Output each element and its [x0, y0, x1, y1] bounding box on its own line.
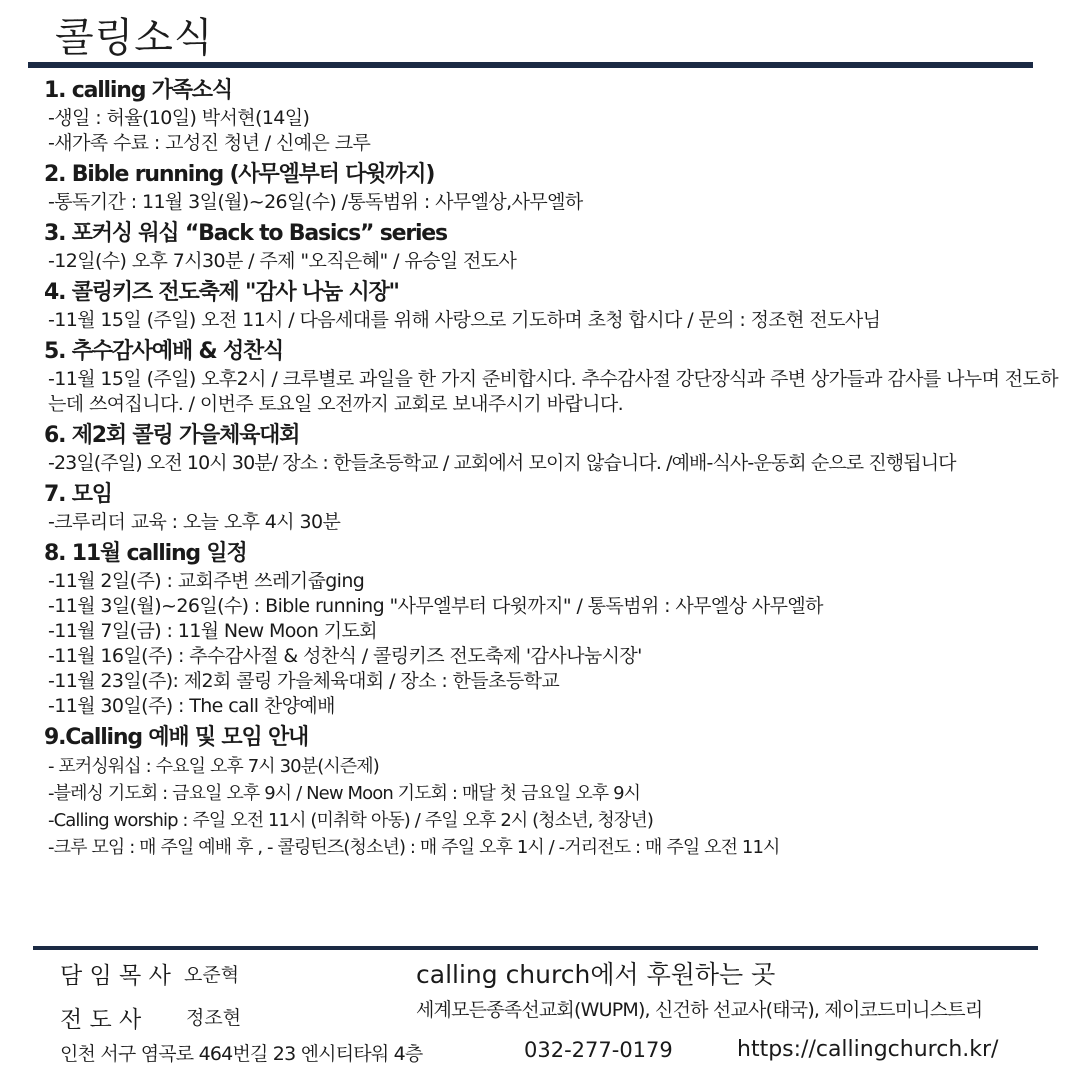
page-title: 콜링소식 — [55, 15, 214, 61]
phone-number: 032-277-0179 — [524, 1038, 673, 1062]
section-line: -23일(주일) 오전 10시 30분/ 장소 : 한들초등학교 / 교회에서 모이지 않습니다. /예배-식사-운동회 순으로 진행됩니다 — [48, 452, 956, 474]
schedule-item: -11월 30일(주) : The call 찬양예배 — [48, 695, 335, 717]
section-line: -12일(수) 오후 7시30분 / 주제 "오직은혜" / 유승일 전도사 — [48, 250, 517, 272]
schedule-item: -11월 16일(주) : 추수감사절 & 성찬식 / 콜링키즈 전도축제 '감사나눔시장' — [48, 645, 642, 667]
guide-item: - 포커싱워십 : 수요일 오후 7시 30분(시즌제) — [48, 756, 379, 777]
guide-item: -크루 모임 : 매 주일 예배 후 , - 콜링틴즈(청소년) : 매 주일 오후 1시 / -거리전도 : 매 주일 오전 11시 — [48, 837, 780, 858]
section-heading: 4. 콜링키즈 전도축제 "감사 나눔 시장" — [44, 280, 399, 305]
section-line: -11월 15일 (주일) 오후2시 / 크루별로 과일을 한 가지 준비합시다. 추수감사절 강단장식과 주변 상가들과 감사를 나누며 전도하는데 쓰여집니다. / 이번주 토요일 오전까지 교회로 보내주시기 바랍니다. — [48, 368, 1059, 415]
section-bible-running — [44, 160, 1074, 215]
website-link[interactable]: https://callingchurch.kr/ — [737, 1037, 999, 1062]
senior-pastor-label: 담 임 목 사 — [60, 963, 171, 989]
title-divider — [28, 62, 1033, 68]
section-worship-guide — [44, 723, 1074, 861]
section-line: -통독기간 : 11월 3일(월)~26일(수) /통독범위 : 사무엘상,사무엘하 — [48, 191, 583, 213]
section-november-schedule — [44, 539, 1074, 719]
section-heading: 9.Calling 예배 및 모임 안내 — [44, 725, 309, 750]
guide-item: -블레싱 기도회 : 금요일 오후 9시 / New Moon 기도회 : 매달 첫 금요일 오후 9시 — [48, 783, 641, 804]
schedule-item: -11월 7일(금) : 11월 New Moon 기도회 — [48, 620, 377, 642]
footer-divider — [33, 946, 1038, 950]
footer — [0, 955, 1080, 1075]
evangelist-name: 정조현 — [186, 1007, 242, 1029]
sponsor-title: calling church에서 후원하는 곳 — [416, 960, 776, 989]
section-line: -생일 : 허율(10일) 박서현(14일) — [48, 107, 310, 129]
section-family-news — [44, 76, 1074, 156]
schedule-item: -11월 23일(주): 제2회 콜링 가을체육대회 / 장소 : 한들초등학교 — [48, 670, 560, 692]
senior-pastor-name: 오준혁 — [184, 964, 240, 986]
section-kids-festival — [44, 278, 1074, 333]
section-line: -새가족 수료 : 고성진 청년 / 신예은 크루 — [48, 132, 371, 154]
section-heading: 6. 제2회 콜링 가을체육대회 — [44, 423, 300, 448]
evangelist-label: 전 도 사 — [60, 1007, 142, 1033]
section-heading: 1. calling 가족소식 — [44, 78, 232, 103]
section-heading: 7. 모임 — [44, 482, 112, 507]
section-line: -11월 15일 (주일) 오전 11시 / 다음세대를 위해 사랑으로 기도하며 초청 합시다 / 문의 : 정조현 전도사님 — [48, 309, 881, 331]
section-line: -크루리더 교육 : 오늘 오후 4시 30분 — [48, 511, 341, 533]
schedule-item: -11월 3일(월)~26일(수) : Bible running "사무엘부터 다윗까지" / 통독범위 : 사무엘상 사무엘하 — [48, 595, 823, 617]
church-address: 인천 서구 염곡로 464번길 23 엔시티타워 4층 — [60, 1043, 423, 1065]
section-heading: 2. Bible running (사무엘부터 다윗까지) — [44, 162, 435, 187]
section-thanksgiving — [44, 337, 1074, 417]
news-content — [44, 76, 1074, 861]
section-heading: 3. 포커싱 워십 “Back to Basics” series — [44, 221, 447, 246]
section-sports-day — [44, 421, 1074, 476]
section-focusing-worship — [44, 219, 1074, 274]
sponsor-list: 세계모든종족선교회(WUPM), 신건하 선교사(태국), 제이코드미니스트리 — [416, 999, 983, 1021]
section-heading: 5. 추수감사예배 & 성찬식 — [44, 339, 284, 364]
section-heading: 8. 11월 calling 일정 — [44, 541, 247, 566]
section-meetings — [44, 480, 1074, 535]
guide-item: -Calling worship : 주일 오전 11시 (미취학 아동) / 주일 오후 2시 (청소년, 청장년) — [48, 810, 654, 831]
schedule-item: -11월 2일(주) : 교회주변 쓰레기줍ging — [48, 570, 365, 592]
